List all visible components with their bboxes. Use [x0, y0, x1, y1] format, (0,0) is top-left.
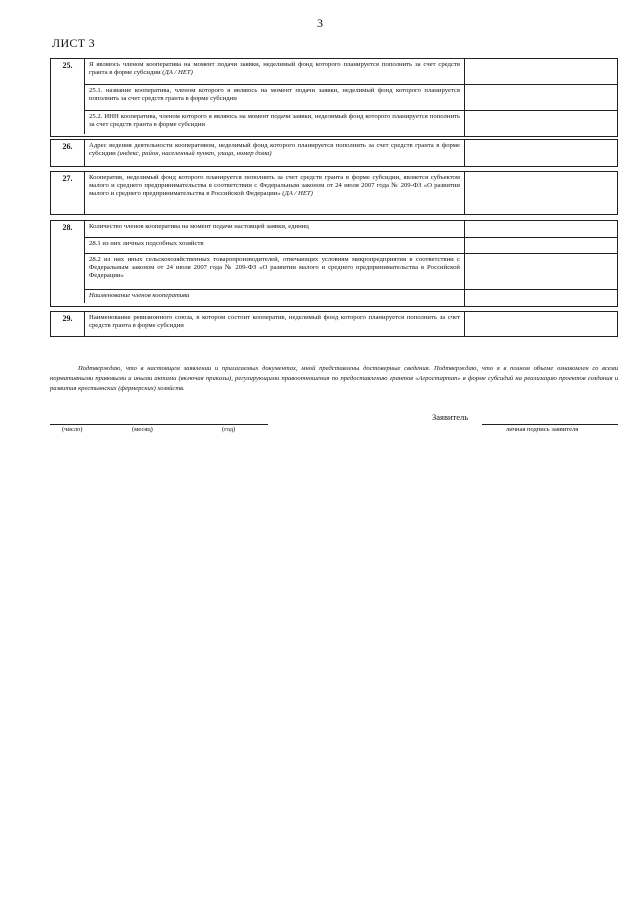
item-number: 28.	[51, 221, 85, 303]
item-subtext: 25.1. название кооператива, членом которого я являюсь на момент подачи заявки, неделимый фонд которого планируется пополнить за счет средств гранта в форме субсидии	[85, 85, 465, 110]
item-number: 27.	[51, 172, 85, 214]
answer-field[interactable]	[465, 140, 617, 166]
sheet-label: ЛИСТ 3	[52, 36, 95, 50]
answer-field[interactable]	[465, 111, 617, 136]
applicant-label: Заявитель	[432, 412, 469, 422]
item-text: Кооператив, неделимый фонд которого планируется пополнить за счет средств гранта в форме субсидии, является субъектом малого и среднего предпринимательства в соответствии с Федеральным законом от 24 июля 2007 года № 209-ФЗ «О развитии малого и среднего предпринимательства в Российской Федерации» (ДА / НЕТ)	[85, 172, 465, 214]
answer-field[interactable]	[465, 221, 617, 237]
item-text: Наименование ревизионного союза, в котором состоит кооператив, неделимый фонд которого планируется пополнить за счет средств гранта в форме субсидии	[85, 312, 465, 336]
item-29-block	[50, 311, 618, 337]
answer-field[interactable]	[465, 290, 617, 306]
date-line[interactable]	[50, 424, 268, 425]
signature-line[interactable]	[482, 424, 618, 425]
item-subtext: 28.1 из них личных подсобных хозяйств	[85, 238, 465, 253]
item-number: 29.	[51, 312, 85, 336]
answer-field[interactable]	[465, 172, 617, 214]
item-number: 25.	[51, 59, 85, 134]
item-number: 26.	[51, 140, 85, 166]
item-27-block	[50, 171, 618, 215]
page-number: 3	[317, 16, 323, 30]
item-28-block	[50, 220, 618, 307]
item-text: Я являюсь членом кооператива на момент подачи заявки, неделимый фонд которого планируется пополнить за счет средств гранта в форме субсидии (ДА / НЕТ)	[85, 59, 465, 84]
signature-caption: личная подпись заявителя	[506, 426, 579, 433]
item-text: Адрес ведения деятельности кооперативом, неделимый фонд которого планируется пополнить за счет средств гранта в форме субсидии (индекс, район, населенный пункт, улица, номер дома)	[85, 140, 465, 166]
answer-field[interactable]	[465, 254, 617, 289]
item-subtext: 28.2 из них иных сельскохозяйственных товаропроизводителей, отвечающих условиям микропредприятия в соответствии с Федеральным законом от 24 июля 2007 года № 209-ФЗ «О развитии малого и среднего предпринимательства в Российской Федерации»	[85, 254, 465, 289]
item-text: Количество членов кооператива на момент подачи настоящей заявки, единиц	[85, 221, 465, 237]
answer-field[interactable]	[465, 59, 617, 84]
item-subtext: Наименование членов кооператива	[85, 290, 465, 306]
month-caption: (месяц)	[132, 426, 153, 433]
item-26-block	[50, 139, 618, 167]
item-25-block	[50, 58, 618, 137]
answer-field[interactable]	[465, 238, 617, 253]
confirmation-text: Подтверждаю, что в настоящем заявлении и прилагаемых документах, мной представлены достоверные сведения. Подтверждаю, что я в полном объеме ознакомлен со всеми нормативными правовыми и иными актами (включая приказы), регулирующими правоотношения по предоставлению грантов «Агростартап» в форме субсидий на реализацию проектов создания и развития крестьянских (фермерских) хозяйств.	[50, 365, 618, 392]
day-caption: (число)	[62, 426, 83, 433]
item-subtext: 25.2. ИНН кооператива, членом которого я являюсь на момент подачи заявки, неделимый фонд которого планируется пополнить за счет средств гранта в форме субсидии	[85, 111, 465, 136]
answer-field[interactable]	[465, 312, 617, 336]
answer-field[interactable]	[465, 85, 617, 110]
year-caption: (год)	[222, 426, 236, 433]
